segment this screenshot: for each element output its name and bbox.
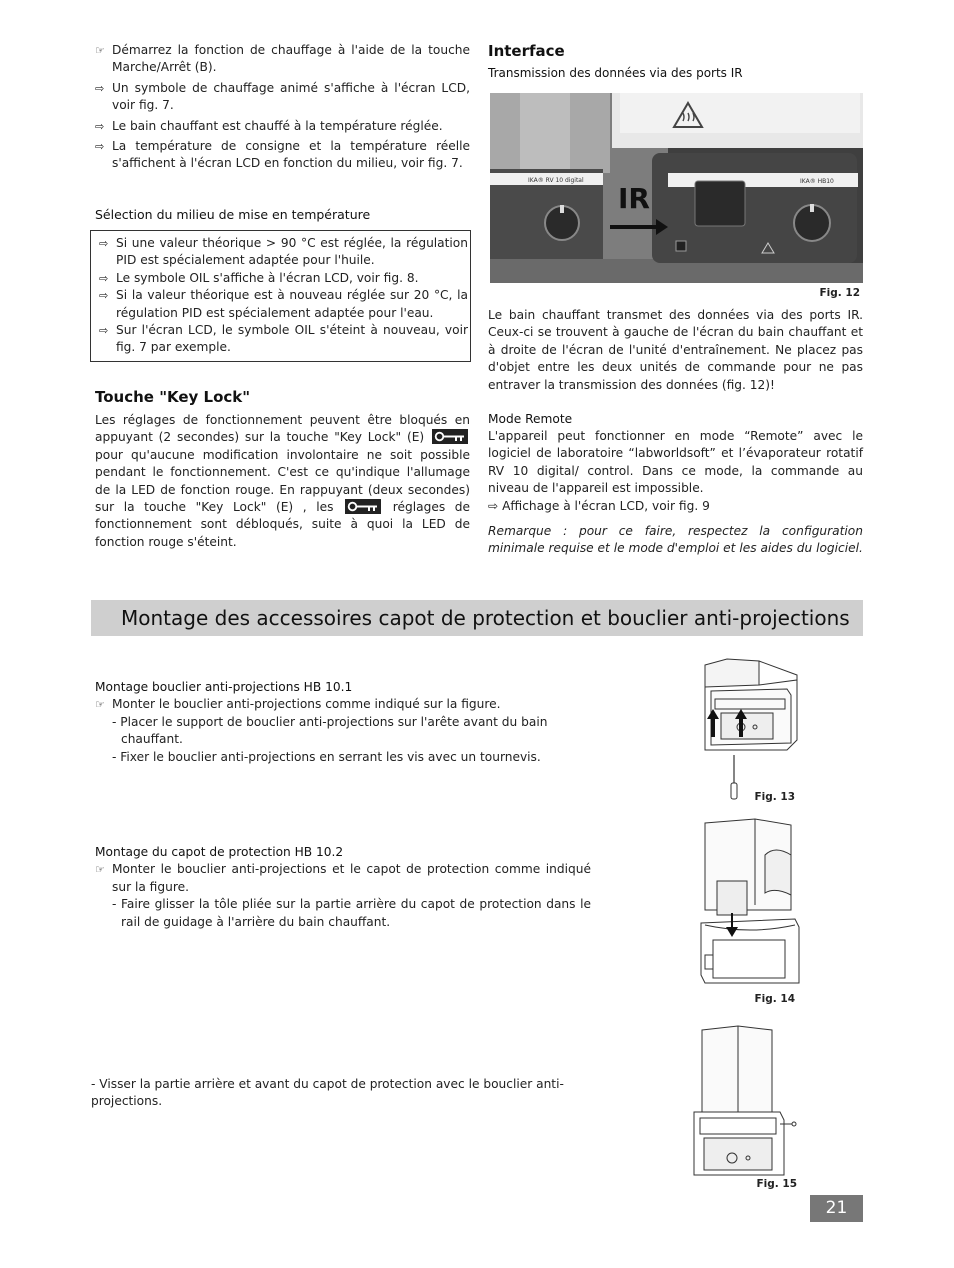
pointing-hand-icon: ☞ [95, 44, 105, 57]
fig15-illustration [688, 1020, 800, 1180]
list-item: ⇨ Si une valeur théorique > 90 °C est réglée, la régulation PID est spécialement adaptée pour l'huile. [99, 236, 468, 268]
hb102-title: Montage du capot de protection HB 10.2 [95, 845, 344, 859]
medium-section-title: Sélection du milieu de mise en température [95, 207, 371, 222]
ir-photo-illustration [490, 93, 863, 283]
fig14-drawing [695, 815, 805, 990]
keylock-title: Touche "Key Lock" [95, 388, 251, 406]
hb101-title: Montage bouclier anti-projections HB 10.1 [95, 680, 353, 694]
fig13-illustration [697, 655, 807, 805]
key-icon [432, 429, 468, 444]
pointing-hand-icon: ☞ [95, 863, 105, 877]
fig13-drawing [697, 655, 807, 805]
fig13-caption: Fig. 13 [754, 791, 795, 803]
fig14-illustration [695, 815, 805, 990]
ir-photo [490, 93, 863, 283]
hb101-section [95, 679, 595, 766]
left-top-list [95, 42, 470, 176]
arrow-right-icon: ⇨ [95, 140, 105, 154]
arrow-right-icon: ⇨ [95, 119, 105, 133]
ir-label: IR [618, 182, 650, 215]
interface-body: Le bain chauffant transmet des données via des ports IR. Ceux-ci se trouvent à gauche de l'écran du bain chauffant et à droite de l'écran de l'unité d'entraînement. Ne placez pas d'objet entre les deux unités de commande pour ne pas entraver la transmission des données (fig. 12)! [488, 308, 863, 392]
list-item: ☞ Monter le bouclier anti-projections comme indiqué sur la figure. [95, 696, 595, 713]
page-number: 21 [810, 1195, 863, 1222]
pointing-hand-icon: ☞ [95, 698, 105, 712]
rv10-label: IKA® RV 10 digital [528, 177, 584, 184]
list-item: ⇨ Sur l'écran LCD, le symbole OIL s'éteint à nouveau, voir fig. 7 par exemple. [99, 323, 468, 355]
interface-subtitle: Transmission des données via des ports IR [488, 66, 743, 80]
medium-section-box [90, 230, 471, 362]
arrow-right-icon: ⇨ [99, 271, 109, 285]
list-item: - Placer le support de bouclier anti-projections sur l'arête avant du bain chauffant. [112, 714, 548, 747]
section-banner [91, 600, 863, 636]
fig14-caption: Fig. 14 [754, 993, 795, 1005]
list-item: - Fixer le bouclier anti-projections en serrant les vis avec un tournevis. [112, 749, 541, 764]
keylock-body: Les réglages de fonctionnement peuvent être bloqués en appuyant (2 secondes) sur la touche "Key Lock" (E) pour qu'aucune modification involontaire ne soit possible pendant le fonctionnement. C'est ce qu'indique l'allumage de la LED de fonction rouge. En rappuyant (deux secondes) sur la touche "Key Lock" (E) , les réglages de fonctionnement sont débloqués, suite à quoi la LED de fonction rouge s'éteint. [95, 413, 471, 549]
list-item: - Faire glisser la tôle pliée sur la partie arrière du capot de protection dans le rail de guidage à l'arrière du bain chauffant. [112, 897, 591, 929]
list-item: ⇨ Si la valeur théorique est à nouveau réglée sur 20 °C, la régulation PID est spécialement adaptée pour l'eau. [99, 288, 468, 320]
arrow-right-icon: ⇨ [99, 237, 109, 250]
arrow-right-icon: ⇨ [99, 289, 109, 303]
list-item: ☞ Démarrez la fonction de chauffage à l'aide de la touche Marche/Arrêt (B). [95, 43, 470, 75]
hb10-label: IKA® HB10 [800, 178, 834, 185]
arrow-right-icon: ⇨ [99, 324, 109, 338]
list-item: ⇨ Le bain chauffant est chauffé à la température réglée. [95, 118, 470, 135]
list-item: ⇨ Un symbole de chauffage animé s'affiche à l'écran LCD, voir fig. 7. [95, 80, 470, 113]
key-icon [345, 499, 381, 514]
fig12-caption: Fig. 12 [819, 287, 860, 299]
list-item: ⇨ Le symbole OIL s'affiche à l'écran LCD, voir fig. 8. [99, 270, 468, 287]
section-banner-title: Montage des accessoires capot de protection et bouclier anti-projections [121, 606, 850, 630]
hb102-section [95, 844, 591, 931]
list-item: ☞ Monter le bouclier anti-projections et le capot de protection comme indiqué sur la figure. [95, 862, 591, 894]
fig15-drawing [688, 1020, 800, 1180]
fig15-caption: Fig. 15 [756, 1178, 797, 1190]
final-step: - Visser la partie arrière et avant du capot de protection avec le bouclier anti-projections. [91, 1077, 564, 1109]
arrow-right-icon: ⇨ [95, 81, 105, 95]
remote-title: Mode Remote [488, 412, 573, 426]
list-item: ⇨ La température de consigne et la température réelle s'affichent à l'écran LCD en fonction du milieu, voir fig. 7. [95, 139, 470, 171]
interface-title: Interface [488, 42, 565, 60]
remote-body: L'appareil peut fonctionner en mode “Remote” avec le logiciel de laboratoire “labworldsoft” et l’évaporateur rotatif RV 10 digital/ control. Dans ce mode, la commande au niveau de l'appareil est impossible. ⇨ Affichage à l'écran LCD, voir fig. 9 Remarque : pour ce faire, respectez la configuration minimale requise et le mode d'emploi et les aides du logiciel. [488, 429, 863, 556]
